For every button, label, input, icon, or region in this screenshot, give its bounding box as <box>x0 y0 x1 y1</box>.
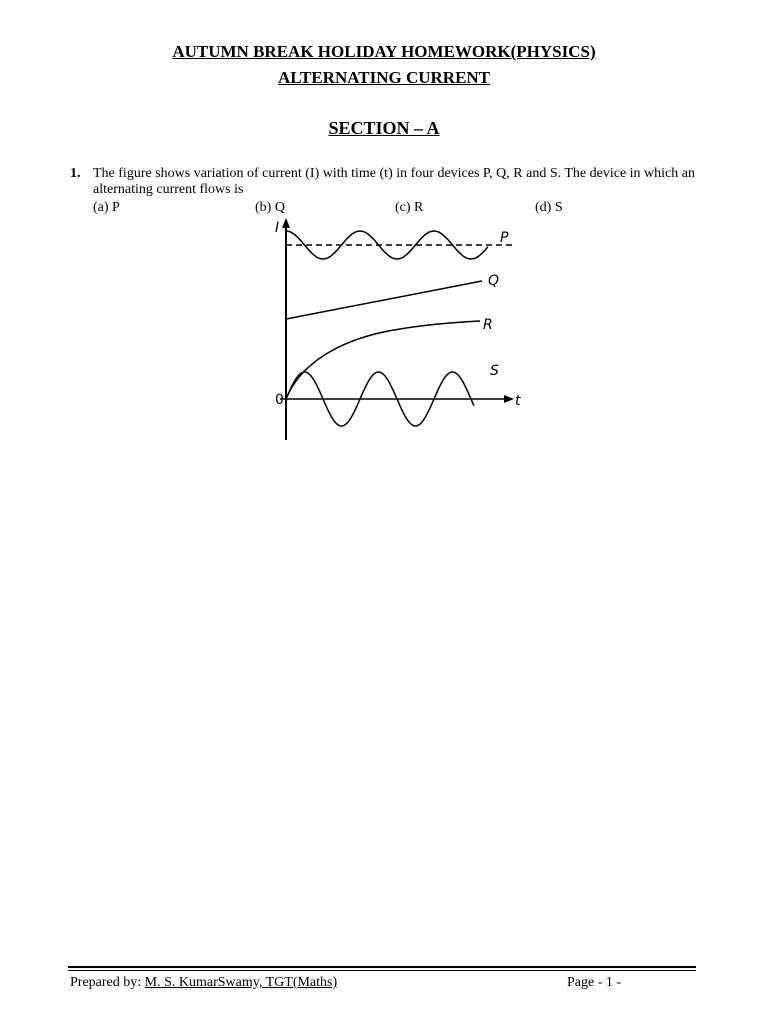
y-axis-arrow <box>282 218 290 228</box>
x-axis-arrow <box>504 395 514 403</box>
author-name: M. S. KumarSwamy, TGT(Maths) <box>144 975 338 990</box>
origin-label: 0 <box>275 392 284 408</box>
curve-p-label: P <box>500 230 509 246</box>
document-title: AUTUMN BREAK HOLIDAY HOMEWORK(PHYSICS) <box>172 42 596 61</box>
section-heading: SECTION – A <box>328 118 440 138</box>
curve-r <box>286 321 480 399</box>
curve-q-label: Q <box>488 273 500 289</box>
curve-q <box>286 281 482 319</box>
document-subtitle: ALTERNATING CURRENT <box>277 68 491 87</box>
footer-rule-thin <box>68 970 696 971</box>
question-text: The figure shows variation of current (I) with time (t) in four devices P, Q, R and S. The device in which an alternating current flows is <box>93 166 695 197</box>
option-c: (c) R <box>395 200 424 215</box>
prepared-by-label: Prepared by: <box>70 975 142 990</box>
current-time-graph <box>260 214 530 446</box>
page-number: Page - 1 - <box>567 975 622 990</box>
x-axis-label: t <box>515 393 521 409</box>
curve-r-label: R <box>483 317 493 333</box>
footer-rule-thick <box>68 966 696 968</box>
option-d: (d) S <box>535 200 563 215</box>
page-footer <box>70 975 696 991</box>
option-b: (b) Q <box>255 200 285 215</box>
curve-s-label: S <box>490 363 499 379</box>
y-axis-label: I <box>275 220 280 236</box>
option-a: (a) P <box>93 200 120 215</box>
question-number: 1. <box>70 166 81 181</box>
